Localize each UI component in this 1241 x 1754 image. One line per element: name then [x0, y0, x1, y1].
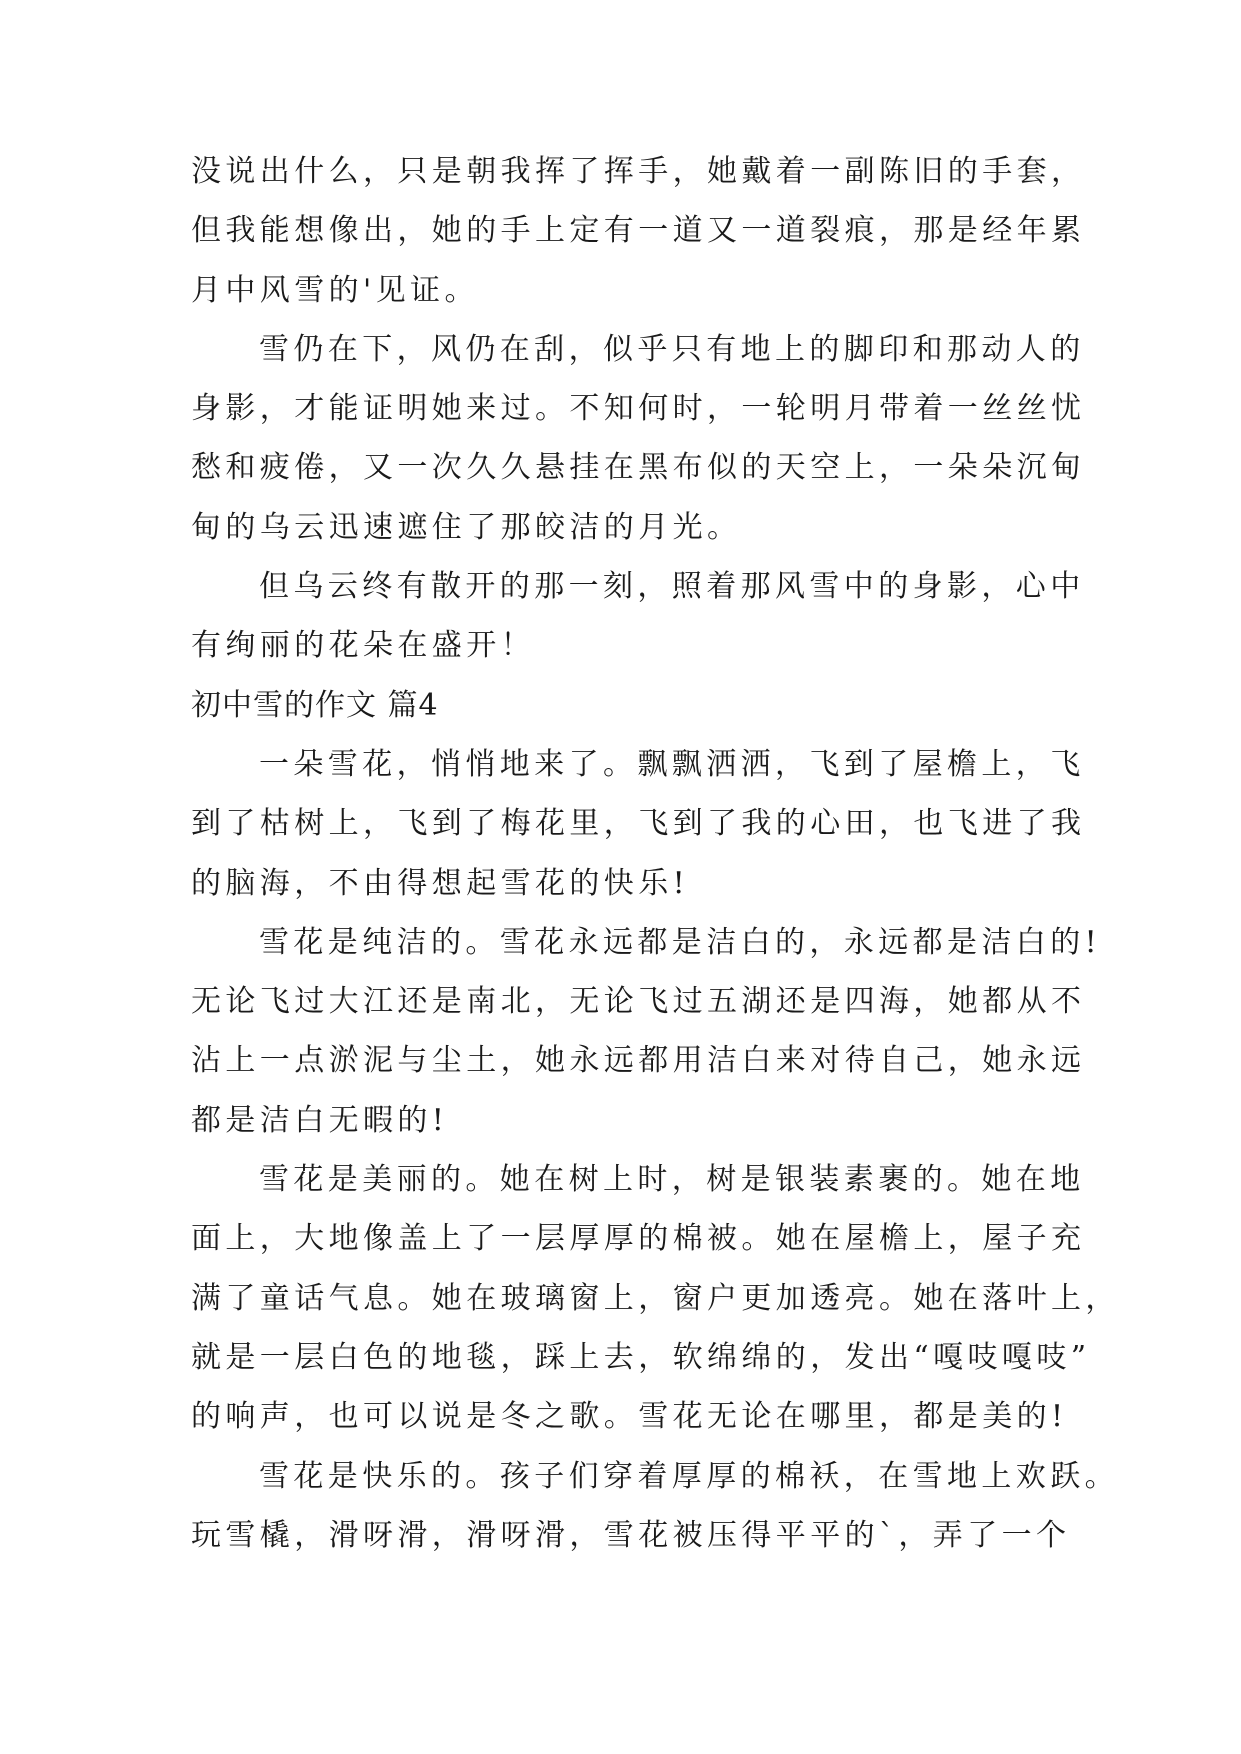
text-line: 身影，才能证明她来过。不知何时，一轮明月带着一丝丝忧	[191, 391, 1086, 427]
paragraph-start-line: 雪仍在下，风仍在刮，似乎只有地上的脚印和那动人的	[259, 331, 1085, 367]
text-line: 玩雪橇，滑呀滑，滑呀滑，雪花被压得平平的`，弄了一个	[191, 1517, 1071, 1553]
text-line: 没说出什么，只是朝我挥了挥手，她戴着一副陈旧的手套，	[191, 154, 1086, 189]
text-line: 愁和疲倦，又一次久久悬挂在黑布似的天空上，一朵朵沉甸	[191, 450, 1086, 486]
text-line: 到了枯树上，飞到了梅花里，飞到了我的心田，也飞进了我	[191, 806, 1086, 842]
text-line: 有绚丽的花朵在盛开！	[191, 628, 535, 664]
text-line: 甸的乌云迅速遮住了那皎洁的月光。	[191, 509, 742, 545]
text-line: 的脑海，不由得想起雪花的快乐!	[191, 865, 690, 901]
text-line: 就是一层白色的地毯，踩上去，软绵绵的，发出“嘎吱嘎吱”	[191, 1339, 1091, 1375]
text-line: 无论飞过大江还是南北，无论飞过五湖还是四海，她都从不	[191, 984, 1086, 1020]
paragraph-start-line: 雪花是纯洁的。雪花永远都是洁白的，永远都是洁白的!	[259, 924, 1102, 960]
document-body	[191, 142, 1120, 1565]
text-line: 月中风雪的'见证。	[191, 272, 479, 308]
text-line: 沾上一点淤泥与尘土，她永远都用洁白来对待自己，她永远	[191, 1043, 1086, 1079]
text-line: 但我能想像出，她的手上定有一道又一道裂痕，那是经年累	[191, 213, 1086, 249]
paragraph-start-line: 一朵雪花，悄悄地来了。飘飘洒洒，飞到了屋檐上，飞	[259, 746, 1085, 782]
text-line: 的响声，也可以说是冬之歌。雪花无论在哪里，都是美的!	[191, 1399, 1068, 1435]
section-heading: 初中雪的作文 篇4	[191, 687, 439, 723]
paragraph-start-line: 但乌云终有散开的那一刻，照着那风雪中的身影，心中	[259, 569, 1085, 605]
paragraph-start-line: 雪花是美丽的。她在树上时，树是银装素裹的。她在地	[259, 1162, 1085, 1198]
text-line: 面上，大地像盖上了一层厚厚的棉被。她在屋檐上，屋子充	[191, 1221, 1086, 1257]
text-line: 都是洁白无暇的!	[191, 1102, 449, 1138]
paragraph-start-line: 雪花是快乐的。孩子们穿着厚厚的棉袄，在雪地上欢跃。	[259, 1458, 1119, 1494]
text-line: 满了童话气息。她在玻璃窗上，窗户更加透亮。她在落叶上，	[191, 1280, 1120, 1316]
